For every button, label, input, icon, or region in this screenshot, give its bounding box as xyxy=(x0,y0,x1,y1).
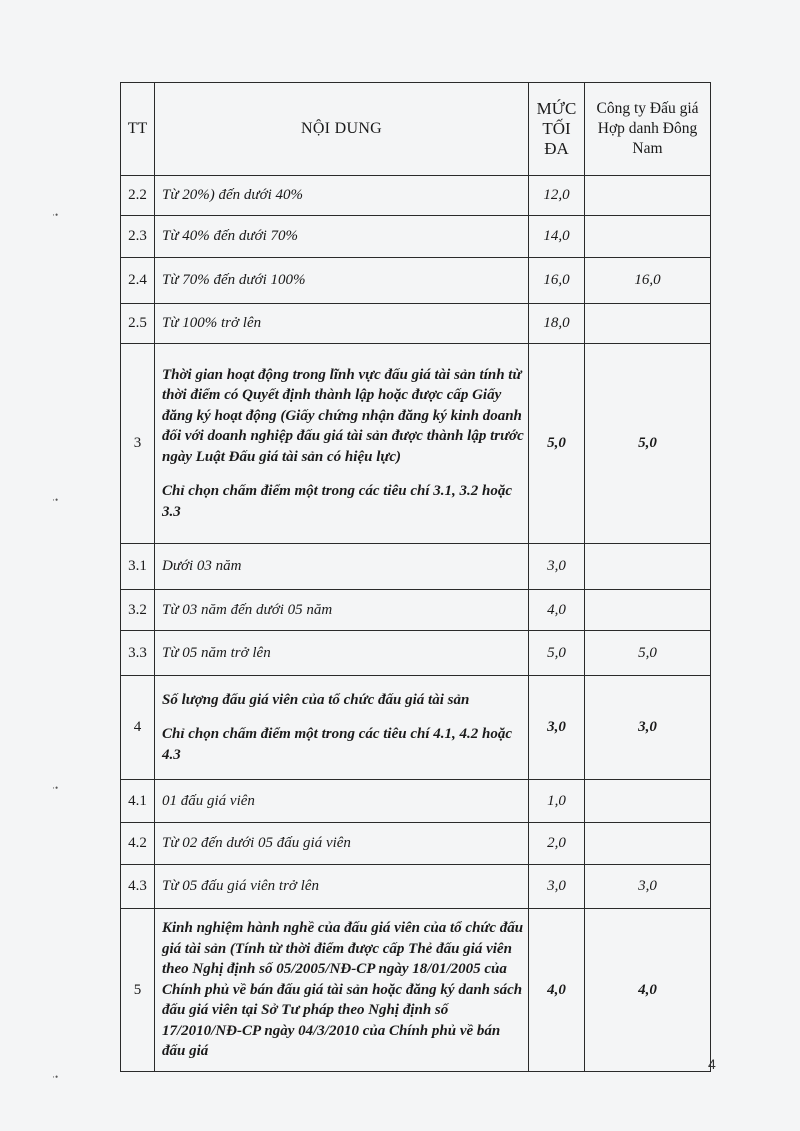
row-content: Từ 02 đến dưới 05 đấu giá viên xyxy=(155,823,529,865)
row-org-score: 5,0 xyxy=(585,344,711,544)
row-org-score: 16,0 xyxy=(585,258,711,304)
header-organization: Công ty Đấu giá Hợp danh Đông Nam xyxy=(585,83,711,176)
row-tt: 2.3 xyxy=(121,216,155,258)
row-tt: 4.3 xyxy=(121,865,155,909)
row-max-score: 3,0 xyxy=(529,676,585,780)
table-row xyxy=(121,176,711,216)
row-note: Chỉ chọn chấm điểm một trong các tiêu chí 4.1, 4.2 hoặc 4.3 xyxy=(162,726,513,763)
row-max-score: 5,0 xyxy=(529,631,585,676)
row-note: Chỉ chọn chấm điểm một trong các tiêu chí 3.1, 3.2 hoặc 3.3 xyxy=(162,483,513,520)
header-tt: TT xyxy=(121,83,155,176)
table-header-row xyxy=(121,83,711,176)
row-org-score xyxy=(585,216,711,258)
table-row xyxy=(121,823,711,865)
row-tt: 4.1 xyxy=(121,780,155,823)
row-max-score: 1,0 xyxy=(529,780,585,823)
table-row xyxy=(121,676,711,780)
table-row xyxy=(121,631,711,676)
row-tt: 4 xyxy=(121,676,155,780)
row-tt: 2.4 xyxy=(121,258,155,304)
row-org-score: 5,0 xyxy=(585,631,711,676)
table-row xyxy=(121,544,711,590)
row-content: Dưới 03 năm xyxy=(155,544,529,590)
row-max-score: 18,0 xyxy=(529,304,585,344)
row-content: Từ 20%) đến dưới 40% xyxy=(155,176,529,216)
row-content: Từ 70% đến dưới 100% xyxy=(155,258,529,304)
margin-mark: ·• xyxy=(52,495,59,505)
table-row xyxy=(121,304,711,344)
row-content: Thời gian hoạt động trong lĩnh vực đấu giá tài sản tính từ thời điểm có Quyết định thành lập hoặc được cấp Giấy đăng ký hoạt động (Giấy chứng nhận đăng ký kinh doanh đối với doanh nghiệp đấu giá tài sản được thành lập trước ngày Luật Đấu giá tài sản có hiệu lực) Chỉ chọn chấm điểm một trong các tiêu chí 3.1, 3.2 hoặc 3.3 xyxy=(155,344,529,544)
row-max-score: 4,0 xyxy=(529,590,585,631)
row-content: Từ 03 năm đến dưới 05 năm xyxy=(155,590,529,631)
row-tt: 3 xyxy=(121,344,155,544)
row-max-score: 14,0 xyxy=(529,216,585,258)
table-row xyxy=(121,590,711,631)
row-content: Từ 05 đấu giá viên trở lên xyxy=(155,865,529,909)
table-row xyxy=(121,258,711,304)
header-max-score: MỨC TỐI ĐA xyxy=(529,83,585,176)
table-row xyxy=(121,865,711,909)
row-org-score xyxy=(585,304,711,344)
row-org-score: 4,0 xyxy=(585,909,711,1072)
table-row xyxy=(121,344,711,544)
row-content: Từ 100% trở lên xyxy=(155,304,529,344)
row-content: Từ 40% đến dưới 70% xyxy=(155,216,529,258)
row-max-score: 4,0 xyxy=(529,909,585,1072)
row-tt: 4.2 xyxy=(121,823,155,865)
row-content: Số lượng đấu giá viên của tổ chức đấu giá tài sản Chỉ chọn chấm điểm một trong các tiêu chí 4.1, 4.2 hoặc 4.3 xyxy=(155,676,529,780)
row-content: 01 đấu giá viên xyxy=(155,780,529,823)
row-org-score xyxy=(585,780,711,823)
row-org-score xyxy=(585,544,711,590)
row-max-score: 12,0 xyxy=(529,176,585,216)
row-max-score: 3,0 xyxy=(529,865,585,909)
row-org-score xyxy=(585,823,711,865)
table-row xyxy=(121,909,711,1072)
scoring-table xyxy=(120,82,711,1072)
row-tt: 5 xyxy=(121,909,155,1072)
row-tt: 3.2 xyxy=(121,590,155,631)
table-row xyxy=(121,780,711,823)
row-tt: 2.2 xyxy=(121,176,155,216)
row-org-score: 3,0 xyxy=(585,676,711,780)
table-row xyxy=(121,216,711,258)
row-org-score: 3,0 xyxy=(585,865,711,909)
row-content: Kinh nghiệm hành nghề của đấu giá viên của tổ chức đấu giá tài sản (Tính từ thời điểm được cấp Thẻ đấu giá viên theo Nghị định số 05/2005/NĐ-CP ngày 18/01/2005 của Chính phủ về bán đấu giá tài sản hoặc đăng ký danh sách đấu giá viên tại Sở Tư pháp theo Nghị định số 17/2010/NĐ-CP ngày 04/3/2010 của Chính phủ về bán đấu giá xyxy=(155,909,529,1072)
row-max-score: 5,0 xyxy=(529,344,585,544)
row-org-score xyxy=(585,176,711,216)
row-tt: 3.3 xyxy=(121,631,155,676)
row-org-score xyxy=(585,590,711,631)
row-max-score: 2,0 xyxy=(529,823,585,865)
page-number: 4 xyxy=(708,1056,716,1072)
row-max-score: 16,0 xyxy=(529,258,585,304)
row-tt: 3.1 xyxy=(121,544,155,590)
row-max-score: 3,0 xyxy=(529,544,585,590)
row-tt: 2.5 xyxy=(121,304,155,344)
margin-mark: ·• xyxy=(52,1072,59,1082)
header-content: NỘI DUNG xyxy=(155,83,529,176)
margin-mark: ·• xyxy=(52,783,59,793)
row-content: Từ 05 năm trở lên xyxy=(155,631,529,676)
margin-mark: ·• xyxy=(52,210,59,220)
